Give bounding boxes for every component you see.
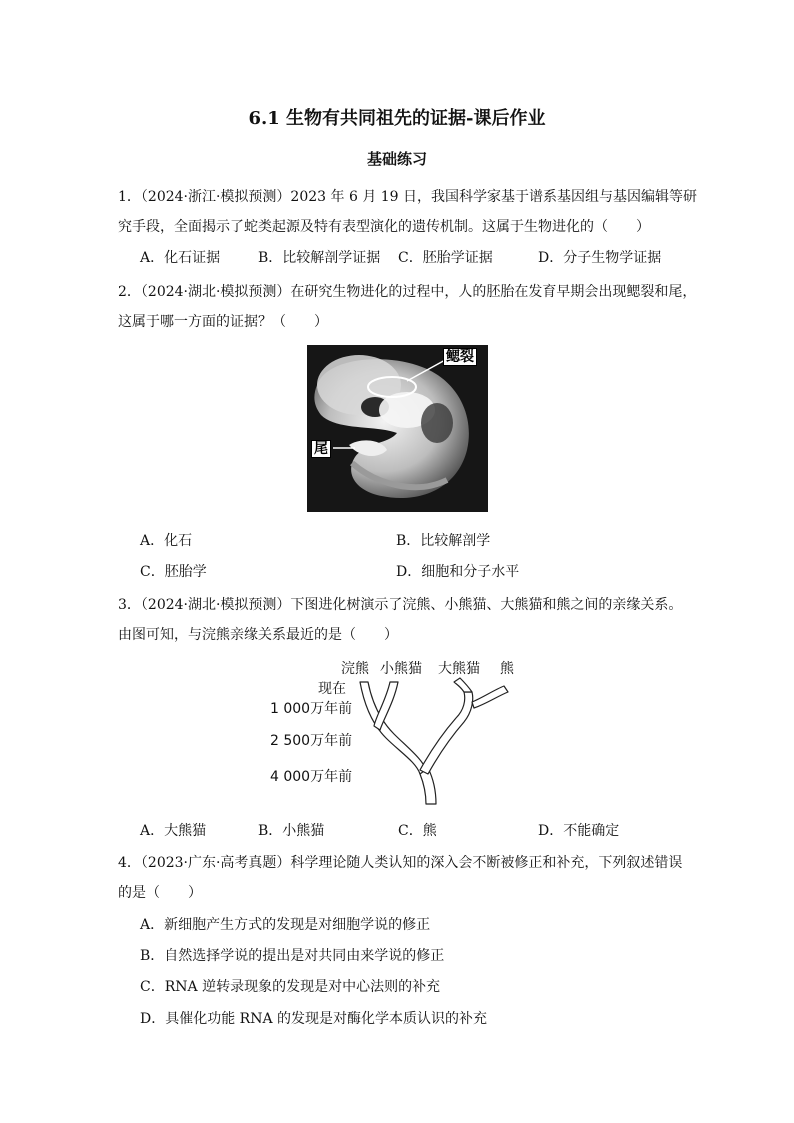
q2-option-a[interactable]: A．化石 [140, 533, 193, 549]
evolution-tree [268, 656, 528, 806]
q1-option-b[interactable]: B．比较解剖学证据 [258, 250, 381, 266]
tree-branches [268, 656, 528, 806]
q2-option-d[interactable]: D．细胞和分子水平 [396, 564, 520, 580]
q4-option-a[interactable]: A．新细胞产生方式的发现是对细胞学说的修正 [140, 917, 431, 933]
q1-option-d[interactable]: D．分子生物学证据 [538, 250, 662, 266]
embryo-illustration [307, 345, 488, 512]
q4-stem-line2: 的是（ ） [118, 885, 202, 901]
q3-stem-line1: 3．（2024·湖北·模拟预测）下图进化树演示了浣熊、小熊猫、大熊猫和熊之间的亲缘关系。 [118, 597, 683, 613]
page-title: 6.1 生物有共同祖先的证据-课后作业 [248, 108, 546, 129]
species-label-giant-panda: 大熊猫 [438, 661, 480, 677]
time-label-10my: 1 000万年前 [270, 701, 353, 717]
q2-stem-line2: 这属于哪一方面的证据？（ ） [118, 314, 328, 330]
q1-option-a[interactable]: A．化石证据 [140, 250, 221, 266]
q4-option-d[interactable]: D．具催化功能 RNA 的发现是对酶化学本质认识的补充 [140, 1011, 488, 1027]
section-heading: 基础练习 [366, 150, 427, 168]
tail-label: 尾 [311, 440, 331, 458]
species-label-red-panda: 小熊猫 [380, 661, 422, 677]
q3-option-a[interactable]: A．大熊猫 [140, 823, 207, 839]
q1-stem-line1: 1．（2024·浙江·模拟预测）2023 年 6 月 19 日，我国科学家基于谱系基因组与基因编辑等研 [118, 189, 698, 205]
q4-stem-line1: 4．（2023·广东·高考真题）科学理论随人类认知的深入会不断被修正和补充，下列叙述错误 [118, 855, 683, 871]
species-label-raccoon: 浣熊 [341, 661, 369, 677]
embryo-photo [307, 345, 488, 512]
species-label-bear: 熊 [500, 661, 514, 677]
q4-option-b[interactable]: B．自然选择学说的提出是对共同由来学说的修正 [140, 948, 445, 964]
q3-option-d[interactable]: D．不能确定 [538, 823, 620, 839]
q3-stem-line2: 由图可知，与浣熊亲缘关系最近的是（ ） [118, 627, 398, 643]
time-label-40my: 4 000万年前 [270, 769, 353, 785]
q2-stem-line1: 2．（2024·湖北·模拟预测）在研究生物进化的过程中，人的胚胎在发育早期会出现鳃裂和尾， [118, 284, 697, 300]
q3-option-b[interactable]: B．小熊猫 [258, 823, 325, 839]
q2-option-c[interactable]: C．胚胎学 [140, 564, 207, 580]
time-label-now: 现在 [318, 681, 346, 697]
q1-stem-line2: 究手段，全面揭示了蛇类起源及特有表型演化的遗传机制。这属于生物进化的（ ） [118, 219, 650, 235]
gill-slit-label: 鳃裂 [443, 348, 477, 366]
q2-option-b[interactable]: B．比较解剖学 [396, 533, 491, 549]
time-label-25my: 2 500万年前 [270, 733, 353, 749]
q1-option-c[interactable]: C．胚胎学证据 [398, 250, 493, 266]
q4-option-c[interactable]: C．RNA 逆转录现象的发现是对中心法则的补充 [140, 979, 441, 995]
q3-option-c[interactable]: C．熊 [398, 823, 437, 839]
